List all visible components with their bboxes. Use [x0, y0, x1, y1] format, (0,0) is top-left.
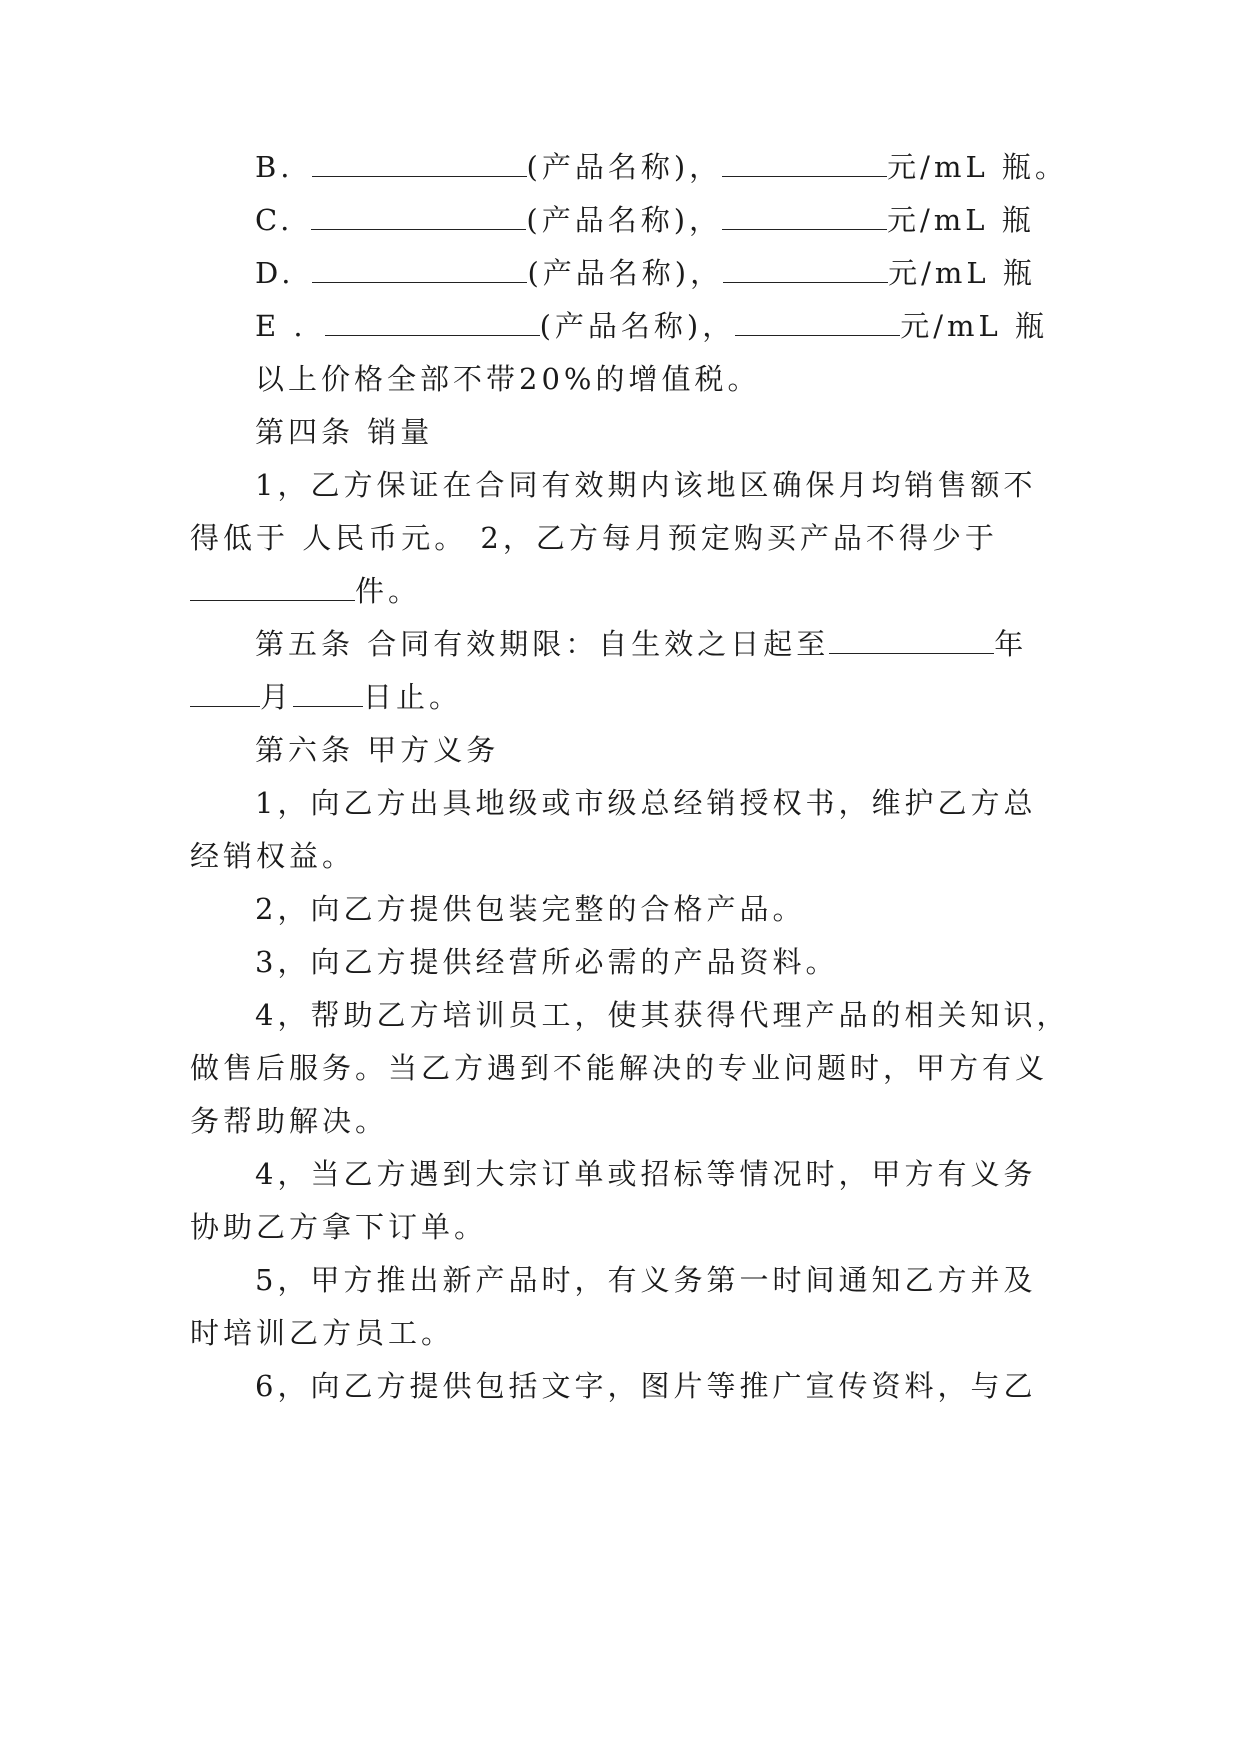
quantity-blank[interactable]	[190, 574, 355, 601]
month-blank[interactable]	[190, 680, 260, 707]
product-name-blank[interactable]	[312, 150, 527, 177]
price-blank[interactable]	[723, 256, 888, 283]
item-label: B.	[255, 150, 294, 184]
article-4-p1-line1: 1，乙方保证在合同有效期内该地区确保月均销售额不	[255, 468, 1037, 502]
unit-text: 元/mL 瓶	[888, 256, 1036, 290]
item-label: D.	[255, 256, 295, 290]
article-6-item3: 3，向乙方提供经营所必需的产品资料。	[255, 945, 839, 979]
article-6-item4-line1: 4，帮助乙方培训员工，使其获得代理产品的相关知识，	[255, 998, 1070, 1032]
product-name-hint: (产品名称)，	[526, 203, 723, 237]
price-blank[interactable]	[722, 150, 887, 177]
article-6-item2: 2，向乙方提供包装完整的合格产品。	[255, 892, 806, 926]
price-item-e	[255, 306, 1135, 346]
price-note: 以上价格全部不带20%的增值税。	[255, 362, 761, 396]
price-blank[interactable]	[722, 203, 887, 230]
article-4-p1-line2: 得低于 人民币元。 2，乙方每月预定购买产品不得少于	[190, 521, 998, 555]
item-label: E .	[255, 309, 307, 343]
article-6-item5-line2: 时培训乙方员工。	[190, 1316, 455, 1350]
article-6-title: 第六条 甲方义务	[255, 733, 500, 767]
article-6-item4-line2: 做售后服务。当乙方遇到不能解决的专业问题时，甲方有义	[190, 1051, 1049, 1085]
month-label: 月	[260, 680, 294, 714]
year-blank[interactable]	[829, 627, 994, 654]
product-name-hint: (产品名称)，	[526, 150, 723, 184]
article-5-line2	[190, 677, 1070, 717]
quantity-unit: 件。	[355, 574, 422, 608]
article-6-item6-line1: 6，向乙方提供包括文字，图片等推广宣传资料，与乙	[255, 1369, 1037, 1403]
product-name-blank[interactable]	[325, 309, 540, 336]
article-5-text: 第五条 合同有效期限：自生效之日起至	[255, 627, 830, 661]
year-label: 年	[994, 627, 1028, 661]
unit-text: 元/mL 瓶	[900, 309, 1048, 343]
price-item-b	[255, 147, 1135, 187]
article-4-p1-line3	[190, 571, 1070, 611]
product-name-hint: (产品名称)，	[527, 256, 724, 290]
article-6-item4b-line1: 4，当乙方遇到大宗订单或招标等情况时，甲方有义务	[255, 1157, 1037, 1191]
product-name-blank[interactable]	[311, 203, 526, 230]
article-6-item4-line3: 务帮助解决。	[190, 1104, 389, 1138]
product-name-hint: (产品名称)，	[539, 309, 736, 343]
article-6-item1-line1: 1，向乙方出具地级或市级总经销授权书，维护乙方总	[255, 786, 1037, 820]
item-label: C.	[255, 203, 294, 237]
day-blank[interactable]	[293, 680, 363, 707]
price-item-d	[255, 253, 1135, 293]
article-6-item1-line2: 经销权益。	[190, 839, 356, 873]
product-name-blank[interactable]	[312, 256, 527, 283]
price-blank[interactable]	[735, 309, 900, 336]
price-item-c	[255, 200, 1135, 240]
article-6-item4b-line2: 协助乙方拿下订单。	[190, 1210, 488, 1244]
article-6-item5-line1: 5，甲方推出新产品时，有义务第一时间通知乙方并及	[255, 1263, 1037, 1297]
article-4-title: 第四条 销量	[255, 415, 434, 449]
article-5-line1	[255, 624, 1135, 664]
unit-text: 元/mL 瓶。	[887, 150, 1068, 184]
unit-text: 元/mL 瓶	[887, 203, 1035, 237]
day-label: 日止。	[363, 680, 463, 714]
